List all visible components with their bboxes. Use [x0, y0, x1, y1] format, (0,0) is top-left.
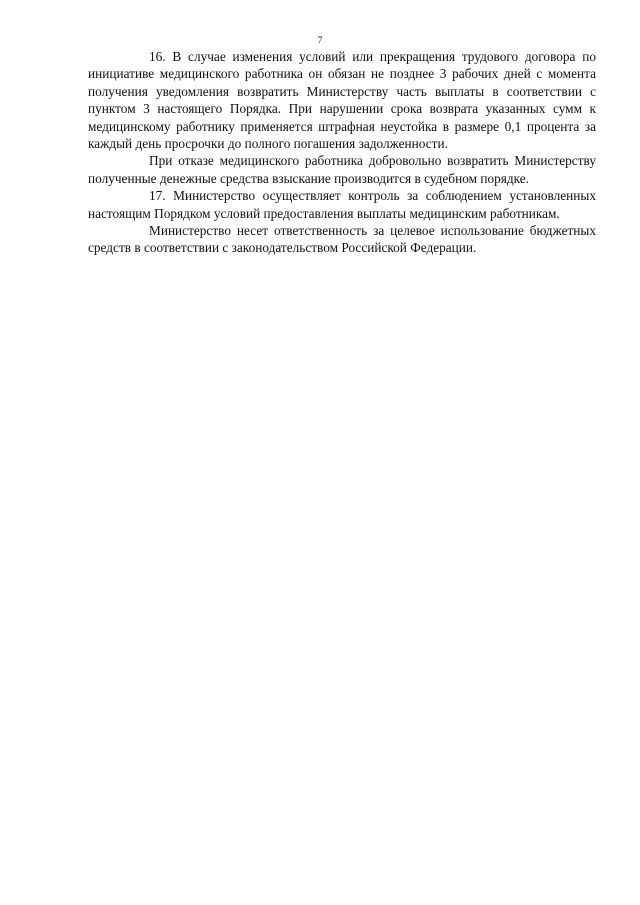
paragraph-17: 17. Министерство осуществляет контроль за соблюдением установленных настоящим Порядком условий предоставления выплаты медицинским работникам.: [88, 188, 596, 221]
paragraph-16: 16. В случае изменения условий или прекращения трудового договора по инициативе медицинского работника он обязан не позднее 3 рабочих дней с момента получения уведомления возвратить Министерству часть выплаты в соответствии с пунктом 3 настоящего Порядка. При нарушении срока возврата указанных сумм к медицинскому работнику применяется штрафная неустойка в размере 0,1 процента за каждый день просрочки до полного погашения задолженности.: [88, 49, 596, 152]
paragraph-refusal: При отказе медицинского работника добровольно возвратить Министерству полученные денежные средства взыскание производится в судебном порядке.: [88, 153, 596, 186]
document-body: [88, 48, 596, 257]
paragraph-responsibility: Министерство несет ответственность за целевое использование бюджетных средств в соответствии с законодательством Российской Федерации.: [88, 223, 596, 256]
page-number: 7: [317, 36, 323, 46]
